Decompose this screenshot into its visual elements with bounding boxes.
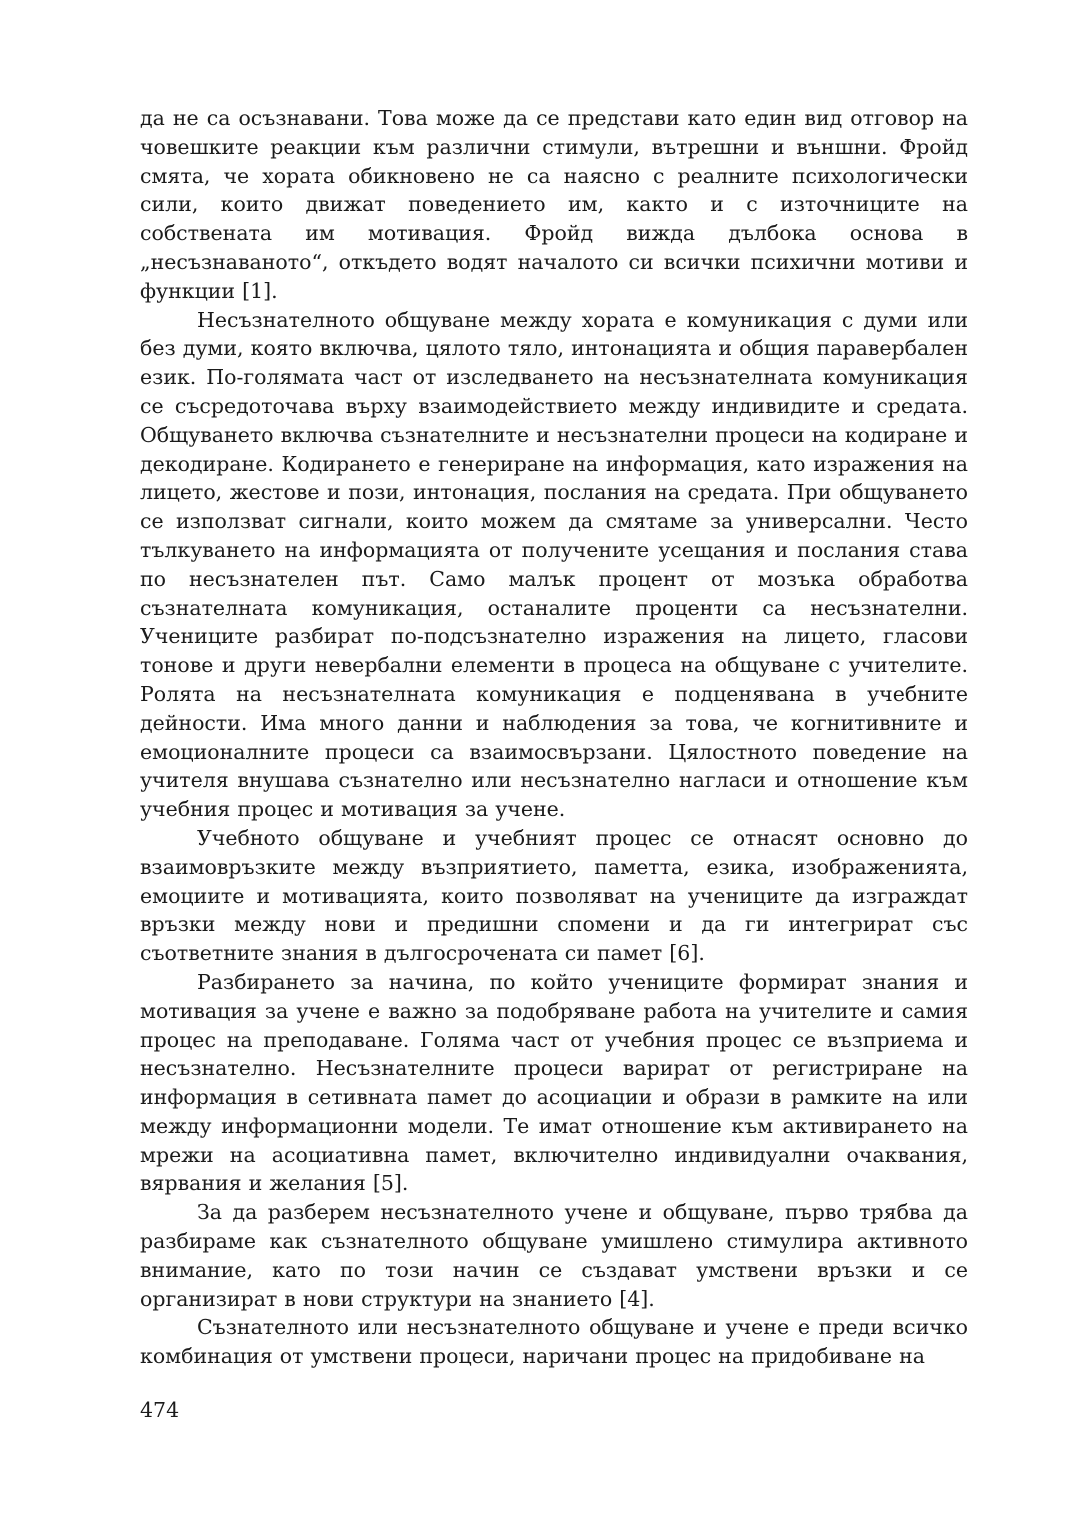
- body-text: [140, 104, 968, 1371]
- paragraph: Учебното общуване и учебният процес се отнасят основно до взаимовръзките между възприятието, паметта, езика, изображенията, емоциите и мотивацията, които позволяват на учениците да изграждат връзки между нови и предишни спомени и да ги интегрират със съответните знания в дългосрочената си памет [6].: [140, 825, 968, 966]
- page-number: 474: [140, 1398, 180, 1422]
- paragraph: Разбирането за начина, по който учениците формират знания и мотивация за учене е важно за подобряване работа на учителите и самия процес на преподаване. Голяма част от учебния процес се възприема и несъзнателно. Несъзнателните процеси варират от регистриране на информация в сетивната памет до асоциации и образи в рамките на или между информационни модели. Те имат отношение към активирането на мрежи на асоциативна памет, включително индивидуални очаквания, вярвания и желания [5].: [140, 969, 968, 1196]
- paragraph-continuation: да не са осъзнавани. Това може да се представи като един вид отговор на човешките реакции към различни стимули, вътрешни и външни. Фройд смята, че хората обикновено не са наясно с реалните психологически сили, които движат поведението им, както и с източниците на собствената им мотивация. Фройд вижда дълбока основа в „несъзнаваното“, откъдето водят началото си всички психични мотиви и функции [1].: [140, 106, 968, 303]
- paragraph: Съзнателното или несъзнателното общуване и учене е преди всичко комбинация от умствени процеси, наричани процес на придобиване на: [140, 1315, 968, 1369]
- paragraph: За да разберем несъзнателното учене и общуване, първо трябва да разбираме как съзнателното общуване умишлено стимулира активното внимание, като по този начин се създават умствени връзки и се организират в нови структури на знанието [4].: [140, 1200, 968, 1311]
- paragraph: Несъзнателното общуване между хората е комуникация с думи или без думи, която включва, цялото тяло, интонацията и общия паравербален език. По-голямата част от изследването на несъзнателната комуникация се съсредоточава върху взаимодействието между индивидите и средата. Общуването включва съзнателните и несъзнателни процеси на кодиране и декодиране. Кодирането е генериране на информация, като изражения на лицето, жестове и пози, интонация, послания на средата. При общуването се използват сигнали, които можем да смятаме за универсални. Често тълкуването на информацията от получените усещания и послания става по несъзнателен път. Само малък процент от мозъка обработва съзнателната комуникация, останалите проценти са несъзнателни. Учениците разбират по-подсъзнателно изражения на лицето, гласови тонове и други невербални елементи в процеса на общуване с учителите. Ролята на несъзнателната комуникация е подценявана в учебните дейности. Има много данни и наблюдения за това, че когнитивните и емоционалните процеси са взаимосвързани. Цялостното поведение на учителя внушава съзнателно или несъзнателно нагласи и отношение към учебния процес и мотивация за учене.: [140, 307, 968, 822]
